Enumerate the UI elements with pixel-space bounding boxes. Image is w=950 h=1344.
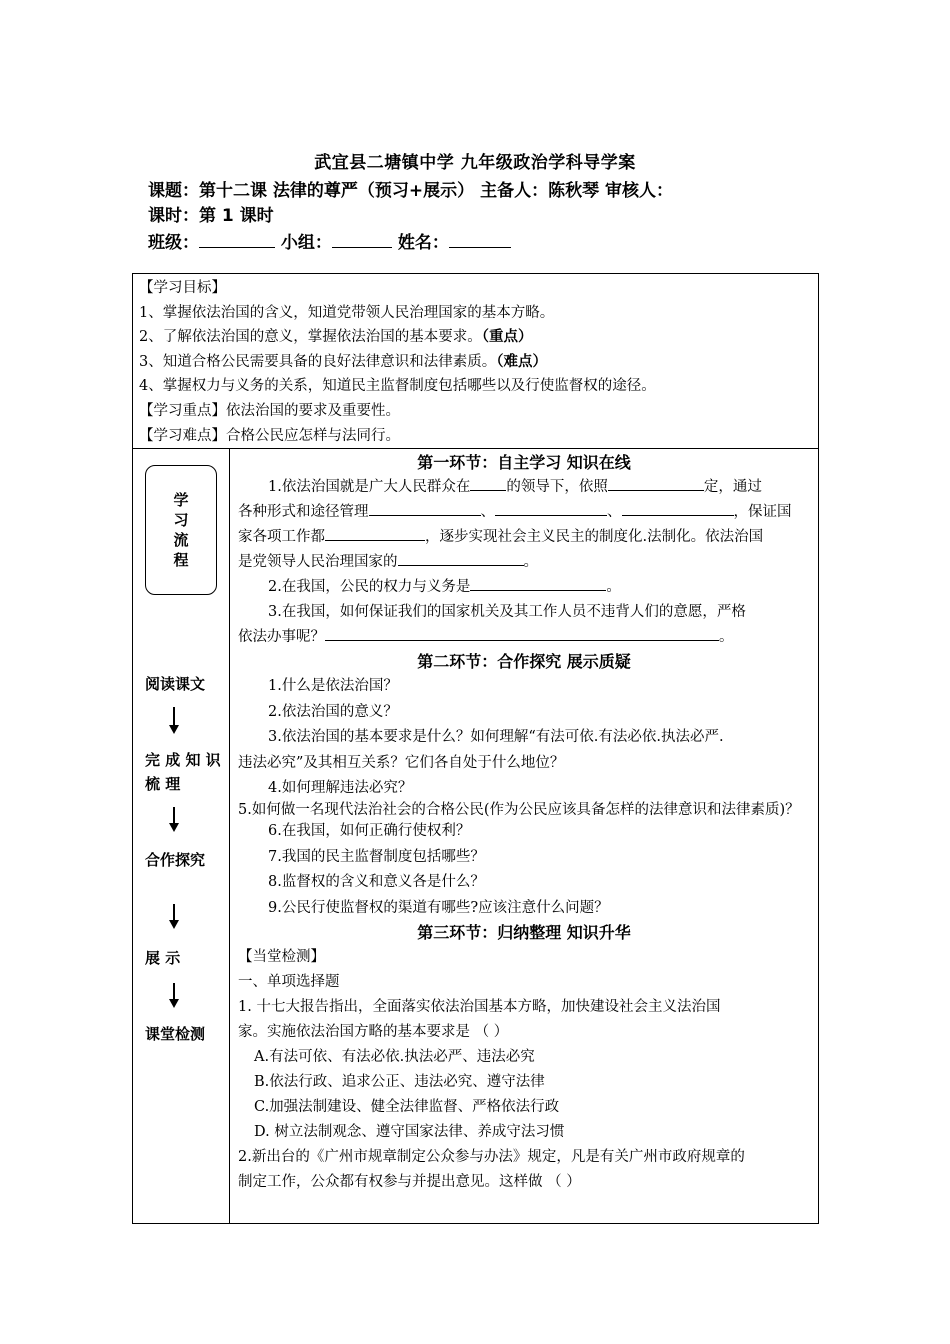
goal-3: 3、知道合格公民需要具备的良好法律意识和法律素质。（难点） xyxy=(139,353,547,370)
test-item-1-line-2: 家。实施依法治国方略的基本要求是 （ ） xyxy=(238,1024,509,1041)
option-a: A.有法可依、有法必依.执法必严、违法必究 xyxy=(254,1049,535,1066)
fill-blank[interactable] xyxy=(470,576,606,591)
key-tag: （重点） xyxy=(481,329,533,346)
s1-question-1-line-3: 家各项工作都 ，逐步实现社会主义民主的制度化.法制化。依法治国 xyxy=(238,525,810,550)
s2-question-5: 5.如何做一名现代法治社会的合格公民(作为公民应该具备怎样的法律意识和法律素质)？ xyxy=(238,802,800,819)
name-label: 姓名： xyxy=(397,233,449,253)
flow-step-test: 课堂检测 xyxy=(145,1025,206,1044)
learning-flow-box: 学 习 流 程 xyxy=(145,465,217,595)
option-d: D. 树立法制观念、遵守国家法律、养成守法习惯 xyxy=(254,1124,565,1141)
section-3-heading: 第三环节：归纳整理 知识升华 xyxy=(417,923,631,943)
flow-column xyxy=(133,449,230,1224)
group-label: 小组： xyxy=(280,233,332,253)
difficulty-point: 【学习难点】合格公民应怎样与法同行。 xyxy=(139,427,400,444)
test-item-1: 1. 十七大报告指出，全面落实依法治国基本方略，加快建设社会主义法治国 xyxy=(238,999,721,1016)
section-1-heading: 第一环节：自主学习 知识在线 xyxy=(417,453,631,473)
s1-question-3: 3.在我国，如何保证我们的国家机关及其工作人员不违背人们的意愿，严格 xyxy=(268,604,746,621)
option-b: B.依法行政、追求公正、违法必究、遵守法律 xyxy=(254,1074,545,1091)
flow-step-complete: 完 成 知 识 xyxy=(145,751,221,770)
class-blank[interactable] xyxy=(199,231,275,248)
fill-blank[interactable] xyxy=(470,476,506,491)
s2-question-3: 3.依法治国的基本要求是什么？如何理解“有法可依.有法必依.执法必严. xyxy=(268,729,724,746)
goal-2: 2、了解依法治国的意义，掌握依法治国的基本要求。（重点） xyxy=(139,329,533,346)
s1-question-1-line-2: 各种形式和途径管理 、 、 ，保证国 xyxy=(238,500,810,525)
student-info-line xyxy=(148,228,511,253)
option-c: C.加强法制建设、健全法律监督、严格依法行政 xyxy=(254,1099,560,1116)
fill-blank[interactable] xyxy=(398,551,524,566)
topic-line: 课题：第十二课 法律的尊严（预习+展示） 主备人：陈秋琴 审核人： xyxy=(148,181,673,201)
name-blank[interactable] xyxy=(449,231,511,248)
key-point: 【学习重点】依法治国的要求及重要性。 xyxy=(139,402,400,419)
period-line: 课时：第 1 课时 xyxy=(148,206,274,226)
fill-blank[interactable] xyxy=(325,526,425,541)
s2-question-1: 1.什么是依法治国？ xyxy=(268,678,398,695)
s2-question-9: 9.公民行使监督权的渠道有哪些?应该注意什么问题？ xyxy=(268,899,609,916)
part-1-label: 一、单项选择题 xyxy=(238,974,340,991)
flow-step-show: 展 示 xyxy=(145,949,181,968)
s2-question-8: 8.监督权的含义和意义各是什么？ xyxy=(268,874,485,891)
fill-blank[interactable] xyxy=(495,501,607,516)
s2-question-6: 6.在我国，如何正确行使权利？ xyxy=(268,823,471,840)
s2-question-7: 7.我国的民主监督制度包括哪些？ xyxy=(268,848,485,865)
difficulty-tag: （难点） xyxy=(496,353,547,370)
document-title: 武宜县二塘镇中学 九年级政治学科导学案 xyxy=(314,153,636,173)
test-item-2-line-2: 制定工作，公众都有权参与并提出意见。这样做 （ ） xyxy=(238,1174,581,1191)
test-label: 【当堂检测】 xyxy=(238,949,325,966)
study-plan-table xyxy=(132,273,819,1224)
content-column xyxy=(230,449,819,1224)
fill-blank[interactable] xyxy=(622,501,734,516)
s1-question-1-line-4: 是党领导人民治理国家的 。 xyxy=(238,550,810,575)
flow-step-cooperate: 合作探究 xyxy=(145,851,206,870)
s2-question-2: 2.依法治国的意义？ xyxy=(268,703,398,720)
goal-4: 4、掌握权力与义务的关系，知道民主监督制度包括哪些以及行使监督权的途径。 xyxy=(139,378,656,395)
s2-question-4: 4.如何理解违法必究？ xyxy=(268,779,413,796)
test-item-2: 2.新出台的《广州市规章制定公众参与办法》规定，凡是有关广州市政府规章的 xyxy=(238,1149,745,1166)
fill-blank[interactable] xyxy=(369,501,481,516)
s1-question-2: 2.在我国，公民的权力与义务是 。 xyxy=(238,575,810,600)
fill-blank[interactable] xyxy=(608,476,704,491)
goal-1: 1、掌握依法治国的含义，知道党带领人民治理国家的基本方略。 xyxy=(139,304,555,321)
s2-question-3-line-2: 违法必究”及其相互关系？它们各自处于什么地位？ xyxy=(238,754,565,771)
s1-question-1: 1.依法治国就是广大人民群众在 的领导下，依照 定，通过 xyxy=(238,475,810,500)
class-label: 班级： xyxy=(148,233,199,253)
s1-question-3-line-2: 依法办事呢？ 。 xyxy=(238,625,810,650)
flow-step-read: 阅读课文 xyxy=(145,675,206,694)
goals-heading: 【学习目标】 xyxy=(139,280,226,296)
flow-step-organize: 梳 理 xyxy=(145,775,181,794)
learning-goals-cell xyxy=(133,274,819,449)
section-2-heading: 第二环节：合作探究 展示质疑 xyxy=(417,652,631,672)
fill-blank[interactable] xyxy=(325,626,719,641)
group-blank[interactable] xyxy=(332,231,392,248)
